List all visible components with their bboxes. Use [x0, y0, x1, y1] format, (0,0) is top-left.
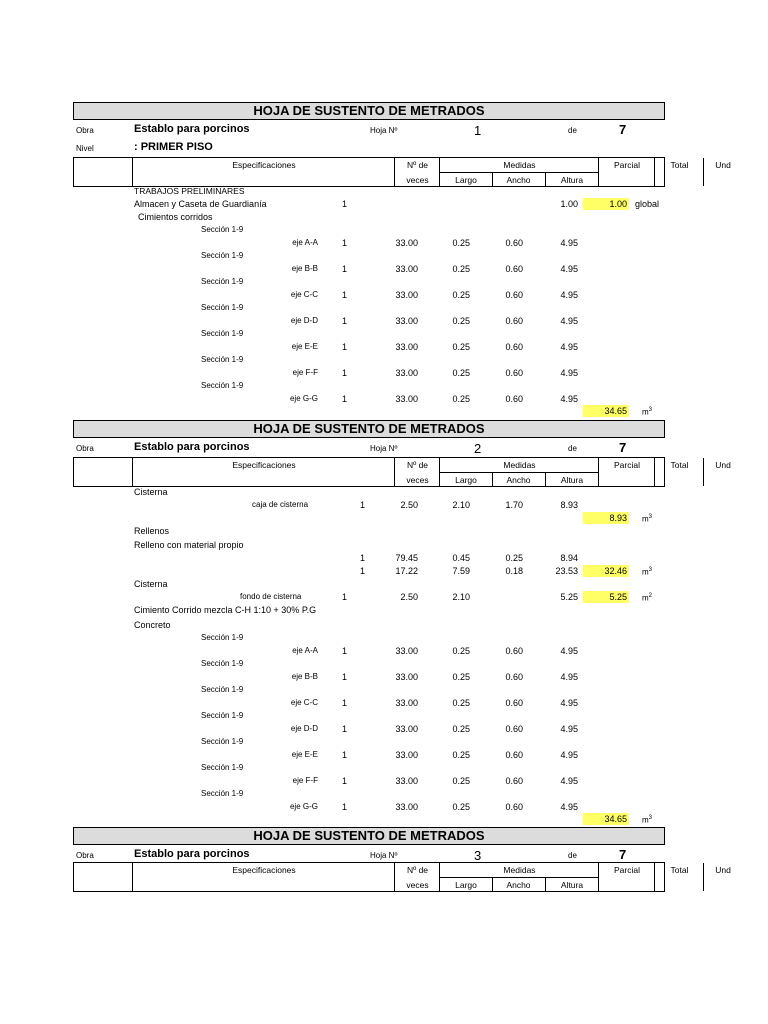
largo-value: 2.50 — [400, 592, 418, 602]
largo-value: 33.00 — [395, 802, 418, 812]
ancho-value: 0.25 — [452, 802, 470, 812]
eje-label: eje G-G — [289, 394, 318, 403]
veces-value: 1 — [360, 553, 366, 563]
largo-value: 2.50 — [400, 500, 418, 510]
veces-value: 1 — [342, 592, 348, 602]
ancho-value: 0.25 — [452, 776, 470, 786]
parcial-value: 1.00 — [560, 199, 578, 209]
eje-label: eje E-E — [291, 750, 318, 759]
sheet2-column-header — [73, 457, 731, 487]
col-nro-top: Nº de — [406, 865, 429, 875]
parcial-value: 4.95 — [560, 368, 578, 378]
veces-value: 1 — [342, 290, 348, 300]
hoja-label: Hoja Nº — [370, 851, 398, 860]
item-description: caja de cisterna — [252, 500, 309, 509]
eje-label: eje G-G — [289, 802, 318, 811]
altura-value: 0.60 — [505, 290, 523, 300]
ancho-value: 0.25 — [452, 342, 470, 352]
veces-value: 1 — [342, 698, 348, 708]
parcial-value: 4.95 — [560, 264, 578, 274]
largo-value: 79.45 — [395, 553, 418, 563]
eje-label: eje C-C — [290, 698, 318, 707]
total-value: 5.25 — [583, 591, 629, 603]
item-description: Almacen y Caseta de Guardianía — [134, 199, 267, 209]
altura-value: 0.60 — [505, 238, 523, 248]
eje-label: eje A-A — [292, 646, 318, 655]
largo-value: 33.00 — [395, 238, 418, 248]
sheet1-column-header — [73, 157, 731, 187]
veces-value: 1 — [342, 802, 348, 812]
seccion-label: Sección 1-9 — [201, 225, 244, 234]
col-nro-bottom: veces — [406, 175, 429, 185]
col-parcial: Parcial — [614, 460, 640, 470]
unit-value: $m^3$ — [642, 514, 653, 524]
veces-value: 1 — [342, 342, 348, 352]
col-parcial: Parcial — [614, 160, 640, 170]
item-title: Cisterna — [134, 487, 168, 497]
obra-value: Establo para porcinos — [134, 441, 250, 453]
largo-value: 33.00 — [395, 776, 418, 786]
parcial-value: 4.95 — [560, 724, 578, 734]
col-ancho: Ancho — [506, 175, 531, 185]
item-title: Cisterna — [134, 579, 168, 589]
seccion-label: Sección 1-9 — [201, 685, 244, 694]
col-medidas: Medidas — [503, 460, 536, 470]
altura-value: 0.60 — [505, 394, 523, 404]
ancho-value: 0.25 — [452, 316, 470, 326]
ancho-value: 0.25 — [452, 368, 470, 378]
sheet3-column-header — [73, 862, 731, 892]
largo-value: 33.00 — [395, 394, 418, 404]
ancho-value: 0.25 — [452, 264, 470, 274]
ancho-value: 0.25 — [452, 290, 470, 300]
obra-label: Obra — [76, 126, 94, 135]
veces-value: 1 — [342, 672, 348, 682]
col-nro-top: Nº de — [406, 160, 429, 170]
sheet2-title: HOJA DE SUSTENTO DE METRADOS — [73, 420, 665, 438]
veces-value: 1 — [342, 238, 348, 248]
col-medidas: Medidas — [503, 160, 536, 170]
parcial-value: 4.95 — [560, 750, 578, 760]
unit-value: $m^2$ — [642, 593, 653, 603]
total-value: 32.46 — [583, 565, 629, 577]
unit-value: global — [635, 199, 660, 209]
altura-value: 0.18 — [505, 566, 523, 576]
veces-value: 1 — [342, 394, 348, 404]
parcial-value: 4.95 — [560, 290, 578, 300]
total-value: 8.93 — [583, 512, 629, 524]
ancho-value: 2.10 — [452, 592, 470, 602]
obra-value: Establo para porcinos — [134, 848, 250, 860]
ancho-value: 0.25 — [452, 238, 470, 248]
col-total: Total — [670, 160, 689, 170]
item-title: Cimiento Corrido mezcla C-H 1:10 + 30% P.G — [134, 605, 317, 615]
veces-value: 1 — [342, 316, 348, 326]
hoja-label: Hoja Nº — [370, 444, 398, 453]
sheet3-title: HOJA DE SUSTENTO DE METRADOS — [73, 827, 665, 845]
col-nro-bottom: veces — [406, 880, 429, 890]
largo-value: 33.00 — [395, 750, 418, 760]
hoja-label: Hoja Nº — [370, 126, 398, 135]
altura-value: 0.60 — [505, 264, 523, 274]
eje-label: eje E-E — [291, 342, 318, 351]
veces-value: 1 — [342, 776, 348, 786]
sheet1-unit: $m^3$ — [642, 407, 653, 417]
seccion-label: Sección 1-9 — [201, 277, 244, 286]
altura-value: 0.60 — [505, 368, 523, 378]
seccion-label: Sección 1-9 — [201, 633, 244, 642]
altura-value: 1.70 — [505, 500, 523, 510]
total-sheets: 7 — [619, 122, 627, 137]
unit-value: $m^3$ — [642, 567, 653, 577]
ancho-value: 0.25 — [452, 698, 470, 708]
seccion-label: Sección 1-9 — [201, 329, 244, 338]
ancho-value: 0.25 — [452, 394, 470, 404]
parcial-value: 4.95 — [560, 672, 578, 682]
hoja-number: 3 — [474, 848, 482, 863]
eje-label: eje C-C — [290, 290, 318, 299]
eje-label: eje B-B — [291, 672, 318, 681]
hoja-number: 1 — [474, 123, 482, 138]
seccion-label: Sección 1-9 — [201, 355, 244, 364]
col-especificaciones: Especificaciones — [232, 160, 296, 170]
col-largo: Largo — [455, 175, 477, 185]
col-und: Und — [715, 460, 731, 470]
largo-value: 33.00 — [395, 290, 418, 300]
de-label: de — [568, 851, 577, 860]
altura-value: 0.60 — [505, 776, 523, 786]
obra-value: Establo para porcinos — [134, 123, 250, 135]
seccion-label: Sección 1-9 — [201, 763, 244, 772]
ancho-value: 0.45 — [452, 553, 470, 563]
col-altura: Altura — [560, 880, 584, 890]
parcial-value: 4.95 — [560, 698, 578, 708]
col-parcial: Parcial — [614, 865, 640, 875]
seccion-label: Sección 1-9 — [201, 711, 244, 720]
item-description: Relleno con material propio — [134, 540, 244, 550]
altura-value: 0.60 — [505, 672, 523, 682]
largo-value: 33.00 — [395, 264, 418, 274]
subsection-title: Cimientos corridos — [138, 212, 213, 222]
altura-value: 0.60 — [505, 724, 523, 734]
parcial-value: 4.95 — [560, 316, 578, 326]
seccion-label: Sección 1-9 — [201, 303, 244, 312]
parcial-value: 4.95 — [560, 394, 578, 404]
hoja-number: 2 — [474, 441, 482, 456]
col-nro-bottom: veces — [406, 475, 429, 485]
altura-value: 0.60 — [505, 698, 523, 708]
seccion-label: Sección 1-9 — [201, 659, 244, 668]
col-nro-top: Nº de — [406, 460, 429, 470]
largo-value: 33.00 — [395, 646, 418, 656]
subsection-title: Concreto — [134, 620, 171, 630]
de-label: de — [568, 126, 577, 135]
nivel-label: Nivel — [76, 144, 94, 153]
eje-label: eje F-F — [292, 776, 318, 785]
veces-value: 1 — [342, 264, 348, 274]
eje-label: eje B-B — [291, 264, 318, 273]
ancho-value: 0.25 — [452, 646, 470, 656]
parcial-value: 8.94 — [560, 553, 578, 563]
col-especificaciones: Especificaciones — [232, 460, 296, 470]
col-largo: Largo — [455, 880, 477, 890]
largo-value: 17.22 — [395, 566, 418, 576]
parcial-value: 4.95 — [560, 342, 578, 352]
total-sheets: 7 — [619, 847, 627, 862]
col-und: Und — [715, 865, 731, 875]
eje-label: eje F-F — [292, 368, 318, 377]
sheet2-total: 34.65 — [583, 813, 629, 825]
eje-label: eje A-A — [292, 238, 318, 247]
col-und: Und — [715, 160, 731, 170]
total-sheets: 7 — [619, 440, 627, 455]
parcial-value: 8.93 — [560, 500, 578, 510]
seccion-label: Sección 1-9 — [201, 789, 244, 798]
sheet1-title: HOJA DE SUSTENTO DE METRADOS — [73, 102, 665, 120]
parcial-value: 4.95 — [560, 646, 578, 656]
ancho-value: 2.10 — [452, 500, 470, 510]
largo-value: 33.00 — [395, 316, 418, 326]
section-title: TRABAJOS PRELIMINARES — [134, 186, 245, 196]
veces-value: 1 — [360, 500, 366, 510]
parcial-value: 4.95 — [560, 776, 578, 786]
eje-label: eje D-D — [290, 316, 318, 325]
eje-label: eje D-D — [290, 724, 318, 733]
ancho-value: 0.25 — [452, 672, 470, 682]
col-largo: Largo — [455, 475, 477, 485]
col-altura: Altura — [560, 175, 584, 185]
veces-value: 1 — [342, 646, 348, 656]
veces-value: 1 — [342, 199, 348, 209]
largo-value: 33.00 — [395, 698, 418, 708]
item-title: Rellenos — [134, 526, 170, 536]
ancho-value: 0.25 — [452, 724, 470, 734]
altura-value: 0.60 — [505, 342, 523, 352]
seccion-label: Sección 1-9 — [201, 251, 244, 260]
item-description: fondo de cisterna — [240, 592, 302, 601]
obra-label: Obra — [76, 851, 94, 860]
altura-value: 0.60 — [505, 750, 523, 760]
col-ancho: Ancho — [506, 880, 531, 890]
sheet2-unit: $m^3$ — [642, 815, 653, 825]
ancho-value: 7.59 — [452, 566, 470, 576]
col-medidas: Medidas — [503, 865, 536, 875]
largo-value: 33.00 — [395, 342, 418, 352]
largo-value: 33.00 — [395, 368, 418, 378]
seccion-label: Sección 1-9 — [201, 737, 244, 746]
col-especificaciones: Especificaciones — [232, 865, 296, 875]
altura-value: 0.60 — [505, 802, 523, 812]
parcial-value: 4.95 — [560, 238, 578, 248]
col-altura: Altura — [560, 475, 584, 485]
veces-value: 1 — [342, 750, 348, 760]
col-total: Total — [670, 460, 689, 470]
altura-value: 0.60 — [505, 316, 523, 326]
de-label: de — [568, 444, 577, 453]
nivel-value: : PRIMER PISO — [134, 141, 213, 153]
largo-value: 33.00 — [395, 724, 418, 734]
col-total: Total — [670, 865, 689, 875]
total-value: 1.00 — [583, 198, 629, 210]
altura-value: 0.25 — [505, 553, 523, 563]
col-ancho: Ancho — [506, 475, 531, 485]
parcial-value: 5.25 — [560, 592, 578, 602]
parcial-value: 4.95 — [560, 802, 578, 812]
veces-value: 1 — [342, 724, 348, 734]
parcial-value: 23.53 — [555, 566, 578, 576]
ancho-value: 0.25 — [452, 750, 470, 760]
largo-value: 33.00 — [395, 672, 418, 682]
sheet1-total: 34.65 — [583, 405, 629, 417]
seccion-label: Sección 1-9 — [201, 381, 244, 390]
veces-value: 1 — [342, 368, 348, 378]
obra-label: Obra — [76, 444, 94, 453]
veces-value: 1 — [360, 566, 366, 576]
altura-value: 0.60 — [505, 646, 523, 656]
